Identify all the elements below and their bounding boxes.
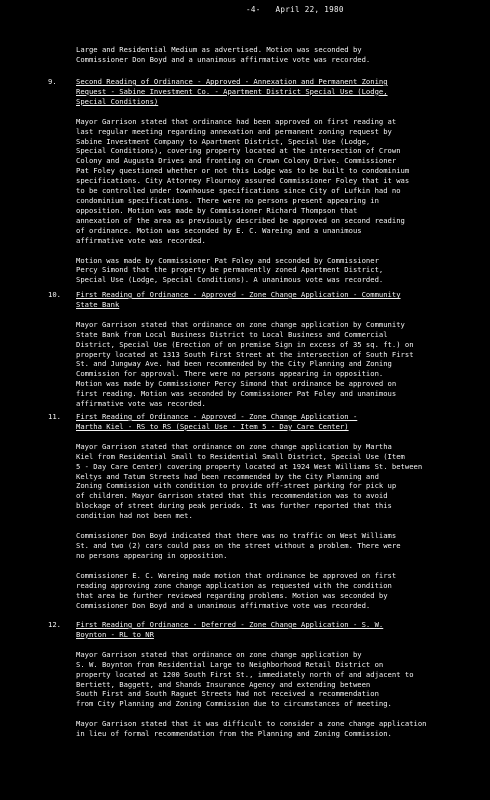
- paragraph-line: annexation of the area as previously described be approved on second reading: [76, 215, 405, 225]
- paragraph-line: Kiel from Residential Small to Residential Small District, Special Use (Item: [76, 451, 405, 461]
- item-title: [76, 412, 432, 432]
- agenda-item-11: [48, 412, 432, 610]
- paragraph-line: property located at 1313 South First Street at the intersection of South First: [76, 349, 414, 359]
- item-title-line: First Reading of Ordinance - Approved - Zone Change Application - Community: [76, 290, 401, 299]
- paragraph-line: first reading. Motion was seconded by Commissioner Pat Foley and unanimous: [76, 389, 397, 399]
- item-paragraph: [76, 571, 432, 611]
- intro-line: Large and Residential Medium as advertised. Motion was seconded by: [76, 45, 362, 54]
- paragraph-line: from City Planning and Zoning Commission due to circumstances of meeting.: [76, 699, 392, 709]
- paragraph-line: reading approving zone change application as requested with the condition: [76, 580, 392, 590]
- item-title: [76, 620, 432, 640]
- page-date: April 22, 1980: [275, 5, 344, 14]
- item-paragraph: [76, 650, 432, 709]
- paragraph-line: Commissioner Don Boyd indicated that there was no traffic on West Williams: [76, 531, 397, 541]
- item-paragraph: [76, 320, 432, 409]
- paragraph-line: blockage of street during peak periods. It was further reported that this: [76, 501, 392, 511]
- paragraph-line: Mayor Garrison stated that it was difficult to consider a zone change application: [76, 719, 427, 729]
- paragraph-line: of ordinance. Motion was seconded by E. C. Wareing and a unanimous: [76, 225, 362, 235]
- paragraph-line: District, Special Use (Erection of on premise Sign in excess of 35 sq. ft.) on: [76, 339, 414, 349]
- item-number: 12.: [48, 620, 61, 629]
- paragraph-line: Bertiett, Baggett, and Shands Insurance Agency and extending between: [76, 679, 371, 689]
- paragraph-line: Commissioner E. C. Wareing made motion that ordinance be approved on first: [76, 570, 397, 580]
- item-paragraph: [76, 256, 432, 286]
- item-title-line: Special Conditions): [76, 96, 159, 106]
- item-title-line: First Reading of Ordinance - Approved - Zone Change Application -: [76, 412, 358, 421]
- intro-line: Commissioner Don Boyd and a unanimous affirmative vote was recorded.: [76, 54, 371, 64]
- page-header: [246, 5, 354, 15]
- paragraph-line: St. and Jungway Ave. had been recommended by the City Planning and Zoning: [76, 359, 392, 369]
- paragraph-line: no persons appearing in opposition.: [76, 550, 228, 560]
- item-number: 11.: [48, 412, 61, 421]
- item-title-line: Request - Sabine Investment Co. - Apartment District Special Use (Lodge,: [76, 86, 388, 96]
- paragraph-line: condition had not been met.: [76, 511, 193, 521]
- item-paragraph: [76, 531, 432, 561]
- paragraph-line: Sabine Investment Company to Apartment District, Special Use (Lodge,: [76, 136, 371, 146]
- item-paragraph: [76, 442, 432, 521]
- agenda-item-9: [48, 77, 432, 285]
- paragraph-line: Percy Simond that the property be permanently zoned Apartment District,: [76, 265, 384, 275]
- item-number: 10.: [48, 290, 61, 299]
- paragraph-line: St. and two (2) cars could pass on the street without a problem. There were: [76, 540, 401, 550]
- paragraph-line: Colony and Augusta Drives and fronting on Crown Colony Drive. Commissioner: [76, 156, 397, 166]
- paragraph-line: Zoning Commission with condition to provide off-street parking for pick up: [76, 481, 397, 491]
- intro-paragraph: [76, 45, 432, 65]
- paragraph-line: Motion was made by Commissioner Percy Simond that ordinance be approved on: [76, 379, 397, 389]
- paragraph-line: State Bank from Local Business District to Local Business and Commercial: [76, 329, 388, 339]
- item-title-line: Second Reading of Ordinance - Approved - Annexation and Permanent Zoning: [76, 77, 388, 86]
- paragraph-line: S. W. Boynton from Residential Large to Neighborhood Retail District on: [76, 659, 384, 669]
- paragraph-line: South First and South Raguet Streets had not received a recommendation: [76, 689, 379, 699]
- paragraph-line: that area be further reviewed regarding problems. Motion was seconded by: [76, 590, 388, 600]
- paragraph-line: property located at 1200 South First St., immediately north of and adjacent to: [76, 669, 414, 679]
- paragraph-line: 5 - Day Care Center) covering property located at 1924 West Williams St. between: [76, 461, 423, 471]
- paragraph-line: Pat Foley questioned whether or not this Lodge was to be built to condominium: [76, 166, 410, 176]
- paragraph-line: Mayor Garrison stated that ordinance on zone change application by Community: [76, 319, 405, 329]
- agenda-item-10: [48, 290, 432, 409]
- item-title: [76, 290, 432, 310]
- paragraph-line: opposition. Motion was made by Commissioner Richard Thompson that: [76, 205, 358, 215]
- paragraph-line: affirmative vote was recorded.: [76, 399, 206, 409]
- item-title-line: Martha Kiel - RS to RS (Special Use - Item 5 - Day Care Center): [76, 421, 349, 431]
- paragraph-line: condominium specifications. There were no persons present appearing in: [76, 195, 379, 205]
- item-title-line: Boynton - RL to NR: [76, 629, 154, 639]
- paragraph-line: Special Use (Lodge, Special Conditions). A unanimous vote was recorded.: [76, 275, 384, 285]
- paragraph-line: last regular meeting regarding annexation and permanent zoning request by: [76, 126, 392, 136]
- item-number: 9.: [48, 77, 57, 86]
- item-title-line: State Bank: [76, 299, 120, 309]
- paragraph-line: Motion was made by Commissioner Pat Foley and seconded by Commissioner: [76, 255, 379, 265]
- paragraph-line: Commissioner Don Boyd and a unanimous affirmative vote was recorded.: [76, 600, 371, 610]
- paragraph-line: Commission for approval. There were no persons appearing in opposition.: [76, 369, 384, 379]
- paragraph-line: Mayor Garrison stated that ordinance had been approved on first reading at: [76, 116, 397, 126]
- paragraph-line: in lieu of formal recommendation from the Planning and Zoning Commission.: [76, 729, 392, 739]
- paragraph-line: Mayor Garrison stated that ordinance on zone change application by Martha: [76, 441, 392, 451]
- paragraph-line: Special Conditions), covering property located at the intersection of Crown: [76, 146, 401, 156]
- paragraph-line: of children. Mayor Garrison stated that this recommendation was to avoid: [76, 491, 388, 501]
- page-number: -4-: [246, 5, 261, 14]
- paragraph-line: Mayor Garrison stated that ordinance on zone change application by: [76, 649, 362, 659]
- item-paragraph: [76, 719, 432, 739]
- item-title: [76, 77, 432, 107]
- paragraph-line: affirmative vote was recorded.: [76, 235, 206, 245]
- paragraph-line: Keltys and Tatum Streets had been recommended by the City Planning and: [76, 471, 379, 481]
- item-paragraph: [76, 117, 432, 246]
- paragraph-line: to be controlled under townhouse specifications since City of Lufkin had no: [76, 186, 401, 196]
- agenda-item-12: [48, 620, 432, 739]
- item-title-line: First Reading of Ordinance - Deferred - Zone Change Application - S. W.: [76, 620, 384, 629]
- paragraph-line: specifications. City Attorney Flournoy assured Commissioner Foley that it was: [76, 176, 410, 186]
